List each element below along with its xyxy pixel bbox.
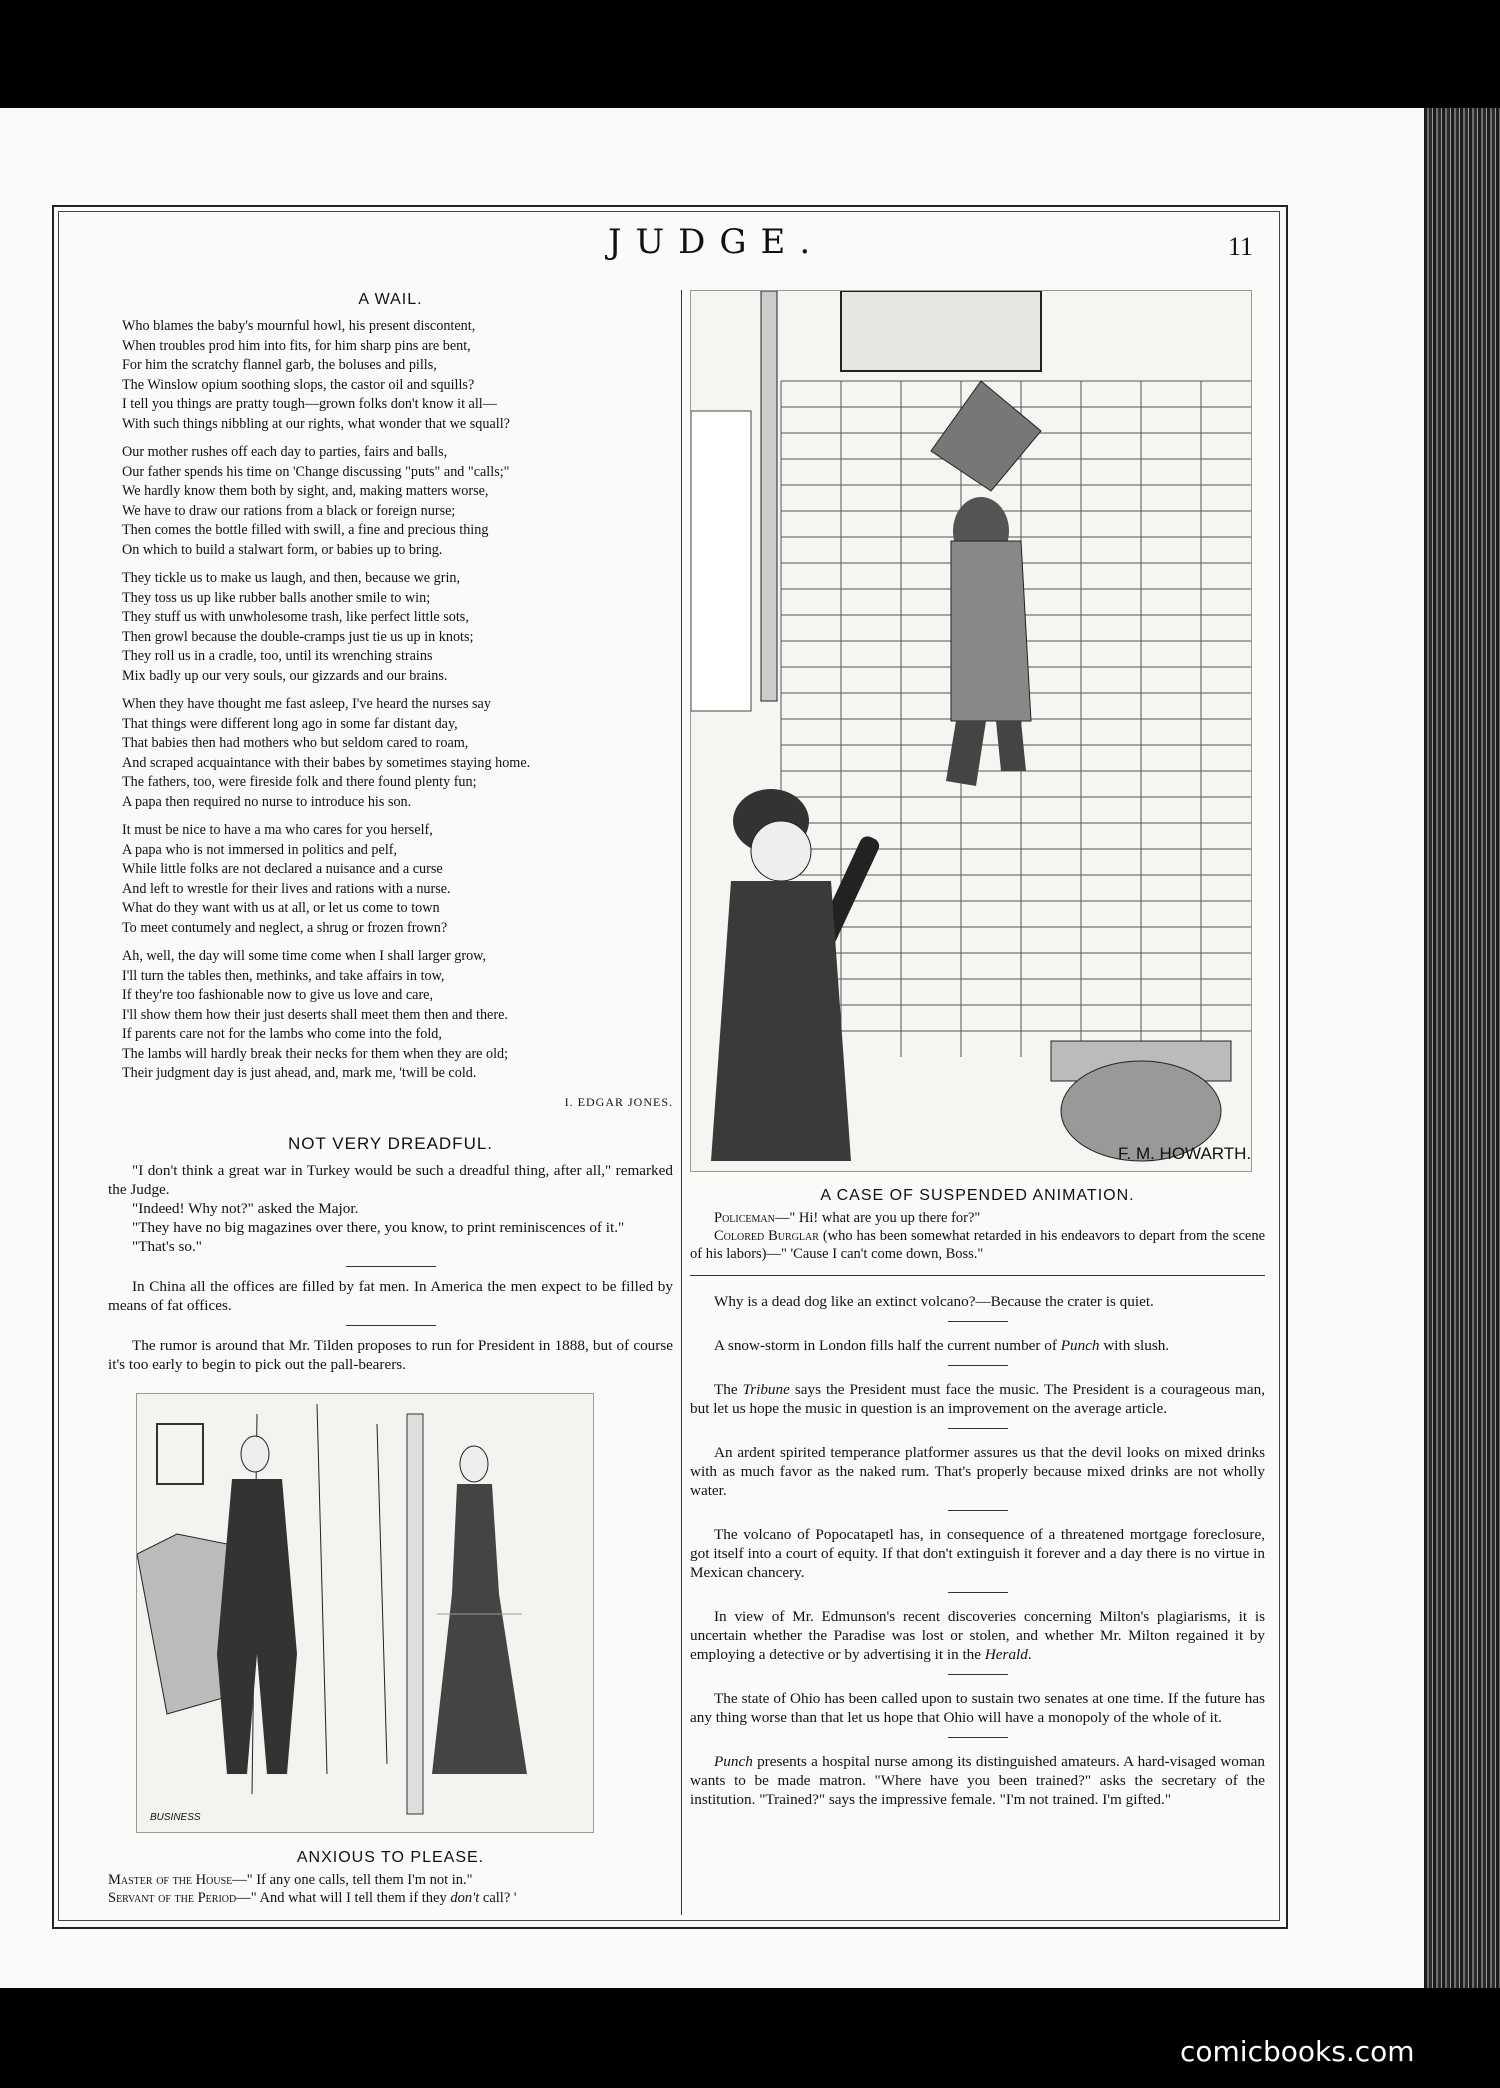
speaker: Policeman <box>714 1210 775 1226</box>
poem-line: Our mother rushes off each day to parties, fairs and balls, <box>122 444 448 460</box>
speech: (who has been somewhat retarded in his endeavors to depart from the scene of his labors)—" 'Cause I can't come down, Boss." <box>690 1228 1266 1262</box>
anxious-dialog-1 <box>108 1871 673 1889</box>
speech: —" Hi! what are you up there for?" <box>774 1210 981 1226</box>
speech: —" And what will I tell them if they <box>236 1890 451 1906</box>
wail-poem <box>108 317 673 1084</box>
paragraph-text: says the President must face the music. The President is a courageous man, but let us hope the music in question is an improvement on the average article. <box>690 1381 1265 1417</box>
speech-end: call? ' <box>479 1890 517 1906</box>
poem-line: With such things nibbling at our rights, what wonder that we squall? <box>122 415 510 432</box>
paragraph: In China all the offices are filled by fat men. In America the men expect to be filled by means of fat offices. <box>108 1277 673 1314</box>
watermark: comicbooks.com <box>1180 2035 1415 2068</box>
paragraph: The rumor is around that Mr. Tilden proposes to run for President in 1888, but of course it's too early to begin to pick out the pall-bearers. <box>108 1336 673 1373</box>
poem-line: We hardly know them both by sight, and, making matters worse, <box>122 483 489 499</box>
poem-stanza <box>122 821 673 938</box>
poem-line: On which to build a stalwart form, or babies up to bring. <box>122 541 443 558</box>
anxious-title: ANXIOUS TO PLEASE. <box>296 1849 485 1866</box>
paragraph <box>690 1752 1265 1809</box>
paragraph: The state of Ohio has been called upon to sustain two senates at one time. If the future has any thing worse than that let us hope that Ohio will have a monopoly of the whole of it. <box>690 1690 1265 1726</box>
speech: —" If any one calls, tell them I'm not in." <box>232 1872 473 1888</box>
poem-stanza <box>122 947 673 1084</box>
anxious-caption <box>108 1842 673 1907</box>
suspended-dialog-2 <box>690 1227 1265 1263</box>
poem-line: What do they want with us at all, or let us come to town <box>122 900 440 916</box>
poem-line: They roll us in a cradle, too, until its wrenching strains <box>122 648 433 664</box>
poem-line: I tell you things are pratty tough—grown folks don't know it all— <box>122 396 497 412</box>
masthead-title: JUDGE. <box>607 222 825 262</box>
poem-line: I'll turn the tables then, methinks, and take affairs in tow, <box>122 967 445 984</box>
illustrator-signature-left: BUSINESS <box>150 1812 201 1823</box>
paragraph: Why is a dead dog like an extinct volcano?—Because the crater is quiet. <box>714 1293 1154 1310</box>
poem-line: That things were different long ago in some far distant day, <box>122 715 458 732</box>
paragraph <box>690 1380 1265 1418</box>
speaker: Master of the House <box>108 1872 233 1888</box>
poem-line: While little folks are not declared a nuisance and a curse <box>122 861 443 877</box>
book-spine <box>1424 108 1500 1988</box>
poem-line: For him the scratchy flannel garb, the boluses and pills, <box>122 357 437 373</box>
dialog-line: "I don't think a great war in Turkey would be such a dreadful thing, after all," remarked the Judge. <box>108 1161 673 1198</box>
poem-line: And left to wrestle for their lives and rations with a nurse. <box>122 880 451 897</box>
section-rule <box>948 1428 1008 1429</box>
suspended-title: A CASE OF SUSPENDED ANIMATION. <box>820 1187 1135 1204</box>
poem-line: If they're too fashionable now to give us love and care, <box>122 987 434 1003</box>
dialog-line: "Indeed! Why not?" asked the Major. <box>132 1199 359 1217</box>
italic-title: Punch <box>714 1753 753 1770</box>
poem-line: I'll show them how their just deserts shall meet them then and there. <box>122 1006 508 1023</box>
poem-line: Our father spends his time on 'Change discussing "puts" and "calls;" <box>122 463 510 480</box>
poem-line: Then comes the bottle filled with swill, a fine and precious thing <box>122 522 489 538</box>
section-rule <box>346 1266 436 1267</box>
poem-line: They tickle us to make us laugh, and then, because we grin, <box>122 570 461 586</box>
poem-line: When they have thought me fast asleep, I've heard the nurses say <box>122 696 491 712</box>
wail-signature: I. EDGAR JONES. <box>564 1094 673 1109</box>
anxious-dialog-2 <box>108 1889 673 1907</box>
poem-line: A papa then required no nurse to introduce his son. <box>122 793 412 810</box>
paragraph-text: presents a hospital nurse among its distinguished amateurs. A hard-visaged woman wants to be made matron. "Where have you been trained?" asks the secretary of the institution. "Trained?" says the impressive female. "I'm not trained. I'm gifted." <box>690 1753 1265 1808</box>
poem-stanza <box>122 695 673 812</box>
section-rule <box>346 1325 436 1326</box>
paragraph: The volcano of Popocatapetl has, in consequence of a threatened mortgage foreclosure, got itself into a court of equity. If that don't extinguish it forever and a day there is no virtue in Mexican chancery. <box>690 1526 1265 1581</box>
poem-line: It must be nice to have a ma who cares for you herself, <box>122 822 433 838</box>
poem-line: To meet contumely and neglect, a shrug or frozen frown? <box>122 919 448 936</box>
paragraph <box>690 1607 1265 1664</box>
poem-line: They toss us up like rubber balls another smile to win; <box>122 589 431 606</box>
poem-line: Their judgment day is just ahead, and, mark me, 'twill be cold. <box>122 1065 477 1081</box>
paragraph-text: In view of Mr. Edmunson's recent discoveries concerning Milton's plagiarisms, it is uncertain whether the Paradise was lost or stolen, and whether Mr. Milton regained it by employing a detective or by advertising it in the <box>690 1608 1265 1663</box>
poem-line: The Winslow opium soothing slops, the castor oil and squills? <box>122 376 475 393</box>
right-column <box>690 1180 1265 1815</box>
paragraph-text: . <box>1027 1646 1032 1663</box>
italic-title: Punch <box>1060 1337 1100 1354</box>
poem-stanza <box>122 317 673 434</box>
poem-line: That babies then had mothers who but seldom cared to roam, <box>122 735 469 751</box>
section-rule <box>948 1321 1008 1322</box>
section-rule <box>948 1592 1008 1593</box>
paragraph-text: with slush. <box>1099 1337 1170 1354</box>
poem-line: Mix badly up our very souls, our gizzards and our brains. <box>122 667 448 684</box>
left-column <box>108 290 673 1374</box>
poem-line: And scraped acquaintance with their babes by sometimes staying home. <box>122 754 531 771</box>
illustrator-signature-right: F. M. HOWARTH. <box>1118 1144 1252 1163</box>
section-rule <box>690 1275 1265 1276</box>
poem-stanza <box>122 569 673 686</box>
poem-line: We have to draw our rations from a black or foreign nurse; <box>122 502 456 519</box>
suspended-dialog-1 <box>690 1209 1265 1227</box>
not-very-dreadful-title: NOT VERY DREADFUL. <box>287 1133 494 1153</box>
paragraph: An ardent spirited temperance platformer assures us that the devil looks on mixed drinks with as much favor as the naked rum. That's properly because mixed drinks are not wholly water. <box>690 1444 1265 1499</box>
poem-line: The fathers, too, were fireside folk and there found plenty fun; <box>122 774 477 790</box>
italic-title: Herald <box>984 1646 1028 1663</box>
dialog-line: "That's so." <box>132 1237 202 1255</box>
paragraph <box>690 1336 1265 1355</box>
column-divider <box>681 290 682 1915</box>
right-items <box>690 1292 1265 1809</box>
anxious-to-please-illustration <box>136 1393 594 1833</box>
section-rule <box>948 1737 1008 1738</box>
page-number: 11 <box>1228 232 1254 261</box>
poem-line: Then growl because the double-cramps just tie us up in knots; <box>122 628 474 645</box>
speech-emphasis: don't <box>450 1890 480 1906</box>
poem-line: If parents care not for the lambs who come into the fold, <box>122 1026 442 1042</box>
paragraph-text: The <box>714 1381 743 1398</box>
poem-line: Ah, well, the day will some time come when I shall larger grow, <box>122 948 487 964</box>
poem-line: They stuff us with unwholesome trash, like perfect little sots, <box>122 609 469 625</box>
poem-stanza <box>122 443 673 560</box>
poem-line: The lambs will hardly break their necks for them when they are old; <box>122 1045 509 1062</box>
italic-title: Tribune <box>742 1381 790 1398</box>
wail-title: A WAIL. <box>358 291 423 308</box>
poem-line: When troubles prod him into fits, for him sharp pins are bent, <box>122 337 471 354</box>
speaker: Servant of the Period <box>108 1890 237 1906</box>
section-rule <box>948 1674 1008 1675</box>
poem-line: Who blames the baby's mournful howl, his present discontent, <box>122 318 476 334</box>
poem-line: A papa who is not immersed in politics and pelf, <box>122 841 398 858</box>
dialog-line: "They have no big magazines over there, you know, to print reminiscences of it." <box>132 1218 625 1236</box>
suspended-animation-illustration <box>690 290 1252 1172</box>
section-rule <box>948 1510 1008 1511</box>
paragraph-text: A snow-storm in London fills half the current number of <box>714 1337 1061 1354</box>
speaker: Colored Burglar <box>714 1228 819 1244</box>
section-rule <box>948 1365 1008 1366</box>
